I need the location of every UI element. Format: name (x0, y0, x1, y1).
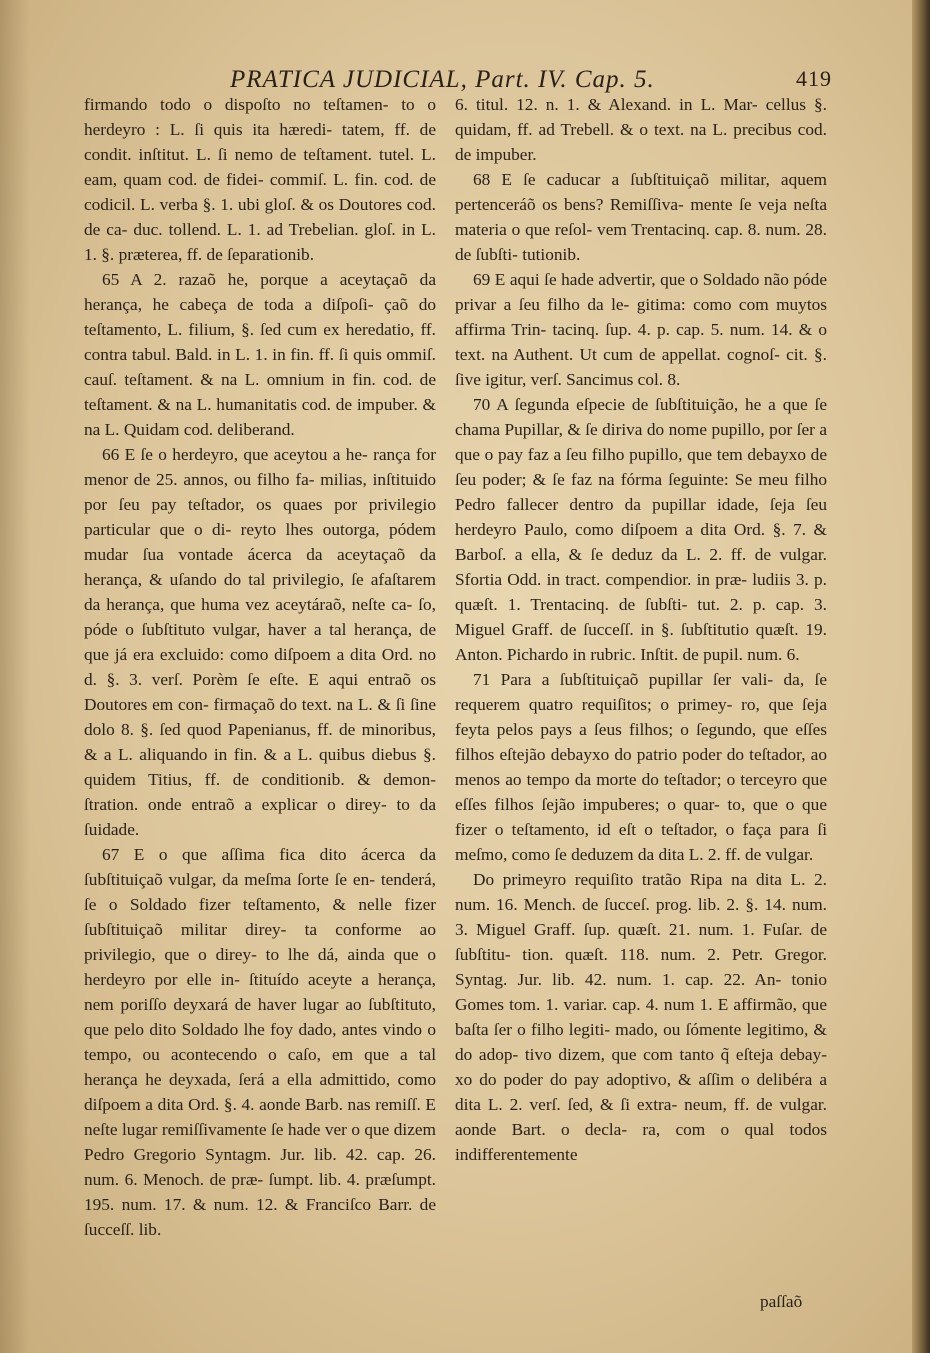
paragraph: 65 A 2. razaõ he, porque a aceytaçaõ da herança, he cabeça de toda a diſpoſi- çaõ do teſtamento, L. filium, §. ſed cum ex heredatio, ff. contra tabul. Bald. in L. 1. in fin. ff. ſi quis ommiſ. cauſ. teſtament. & na L. omnium in fin. cod. de teſtament. & na L. humanitatis cod. de impuber. & na L. Quidam cod. deliberand. (84, 270, 436, 439)
left-column (84, 92, 436, 1242)
paragraph: 70 A ſegunda eſpecie de ſubſtituição, he a que ſe chama Pupillar, & ſe diriva do nome pupillo, por ſer a que o pay faz a ſeu filho pupillo, que tem debayxo de ſeu poder; & ſe faz na fórma ſeguinte: Se meu filho Pedro fallecer dentro da pupillar idade, ſeja ſeu herdeyro Paulo, como diſpoem a dita Ord. §. 7. & Barboſ. a ella, & ſe deduz da L. 2. ff. de vulgar. Sfortia Odd. in tract. compendior. in præ- ludiis 3. p. quæſt. 1. Trentacinq. de ſubſti- tut. 2. p. cap. 3. Miguel Graff. de ſucceſſ. in §. ſubſtitutio quæſt. 19. Anton. Pichardo in rubric. Inſtit. de pupil. num. 6. (455, 395, 827, 664)
binding-gutter (912, 0, 930, 1353)
paragraph: firmando todo o dispoſto no teſtamen- to o herdeyro : L. ſi quis ita hæredi- tatem, ff. de condit. inſtitut. L. ſi nemo de teſtament. tutel. L. eam, quam cod. de fidei- commiſ. L. fin. cod. de codicil. L. verba §. 1. ubi gloſ. & os Doutores cod. de ca- duc. tollend. L. 1. ad Trebelian. gloſ. in L. 1. §. præterea, ff. de ſeparationib. (84, 95, 436, 264)
catchword: paſſaõ (760, 1292, 803, 1311)
page-edge-stain (0, 0, 30, 1353)
paragraph: Do primeyro requiſito tratão Ripa na dita L. 2. num. 16. Mench. de ſucceſ. prog. lib. 2. §. 14. num. 3. Miguel Graff. ſup. quæſt. 21. num. 1. Fuſar. de ſubſtitu- tion. quæſt. 118. num. 2. Petr. Gregor. Syntag. Jur. lib. 42. num. 1. cap. 22. An- tonio Gomes tom. 1. variar. cap. 4. num 1. E affirmão, que baſta ſer o filho legiti- mado, ou ſómente legitimo, & do adop- tivo dizem, que com tanto q̃ eſteja debay- xo do poder do pay adoptivo, & aſſim o delibéra a dita L. 2. verſ. ſed, & ſi extra- neum, ff. de vulgar. aonde Bart. o decla- ra, com o qual todos indifferentemente (455, 870, 827, 1164)
paragraph: 69 E aqui ſe hade advertir, que o Soldado não póde privar a ſeu filho da le- gitima: como com muytos affirma Trin- tacinq. ſup. 4. p. cap. 5. num. 14. & o text. na Authent. Ut cum de appellat. cognoſ- cit. §. ſive igitur, verſ. Sancimus col. 8. (455, 270, 827, 389)
page-number: 419 (796, 66, 832, 91)
paragraph: 67 E o que aſſima fica dito ácerca da ſubſtituiçaõ vulgar, da meſma ſorte ſe en- tenderá, ſe o Soldado fizer teſtamento, & nelle fizer ſubſtituiçaõ militar direy- ta conforme ao privilegio, que o direy- to lhe dá, ainda que o herdeyro por elle in- ſtituído aceyte a herança, nem poriſſo deyxará de haver lugar ao ſubſtituto, que pelo dito Soldado lhe foy dado, antes vindo o tempo, ou acontecendo o caſo, em que a tal herança he deyxada, ſerá a ella admittido, como diſpoem a dita Ord. §. 4. aonde Barb. nas remiſſ. E neſte lugar remiſſivamente ſe hade ver o que dizem Pedro Gregorio Syntagm. Jur. lib. 42. cap. 26. num. 6. Menoch. de præ- ſumpt. lib. 4. præſumpt. 195. num. 17. & num. 12. & Franciſco Barr. de ſucceſſ. lib. (84, 845, 436, 1239)
running-title: PRATICA JUDICIAL, Part. IV. Cap. 5. (230, 66, 655, 93)
paragraph: 68 E ſe caducar a ſubſtituiçaõ militar, aquem pertenceráõ os bens? Remiſſiva- mente ſe veja neſta materia o que reſol- vem Trentacinq. cap. 8. num. 28. de ſubſti- tutionib. (455, 170, 827, 264)
paragraph: 71 Para a ſubſtituiçaõ pupillar ſer vali- da, ſe requerem quatro requiſitos; o primey- ro, que ſeja feyta pelos pays a ſeus filhos; o ſegundo, que eſſes filhos eſtejão debayxo do patrio poder do teſtador, ao menos ao tempo da morte do teſtador; o terceyro que eſſes filhos ſejão impuberes; o quar- to, que o que fizer o teſtamento, id eſt o teſtador, o faça para ſi meſmo, como ſe deduzem da dita L. 2. ff. de vulgar. (455, 670, 827, 864)
right-column (455, 92, 827, 1167)
paragraph: 66 E ſe o herdeyro, que aceytou a he- rança for menor de 25. annos, ou filho fa- milias, inſtituido por ſeu pay teſtador, os quaes por privilegio particular que o di- reyto lhes outorga, pódem mudar ſua vontade ácerca da aceytaçaõ da herança, & uſando do tal privilegio, ſe afaſtarem da herança, que huma vez aceytáraõ, neſte ca- ſo, póde o ſubſtituto vulgar, haver a tal herança, de que já era excluido: como diſpoem a dita Ord. no d. §. 3. verſ. Porèm ſe eſte. E aqui entraõ os Doutores em con- firmaçaõ do text. na L. & ſi ſine dolo 8. §. ſed quod Papenianus, ff. de minoribus, & a L. aliquando in fin. & a L. quibus diebus §. quidem Titius, ff. de conditionib. & demon- ſtration. onde entraõ a explicar o direy- to da ſuidade. (84, 445, 436, 839)
paragraph: 6. titul. 12. n. 1. & Alexand. in L. Mar- cellus §. quidam, ff. ad Trebell. & o text. na L. precibus cod. de impuber. (455, 95, 827, 164)
